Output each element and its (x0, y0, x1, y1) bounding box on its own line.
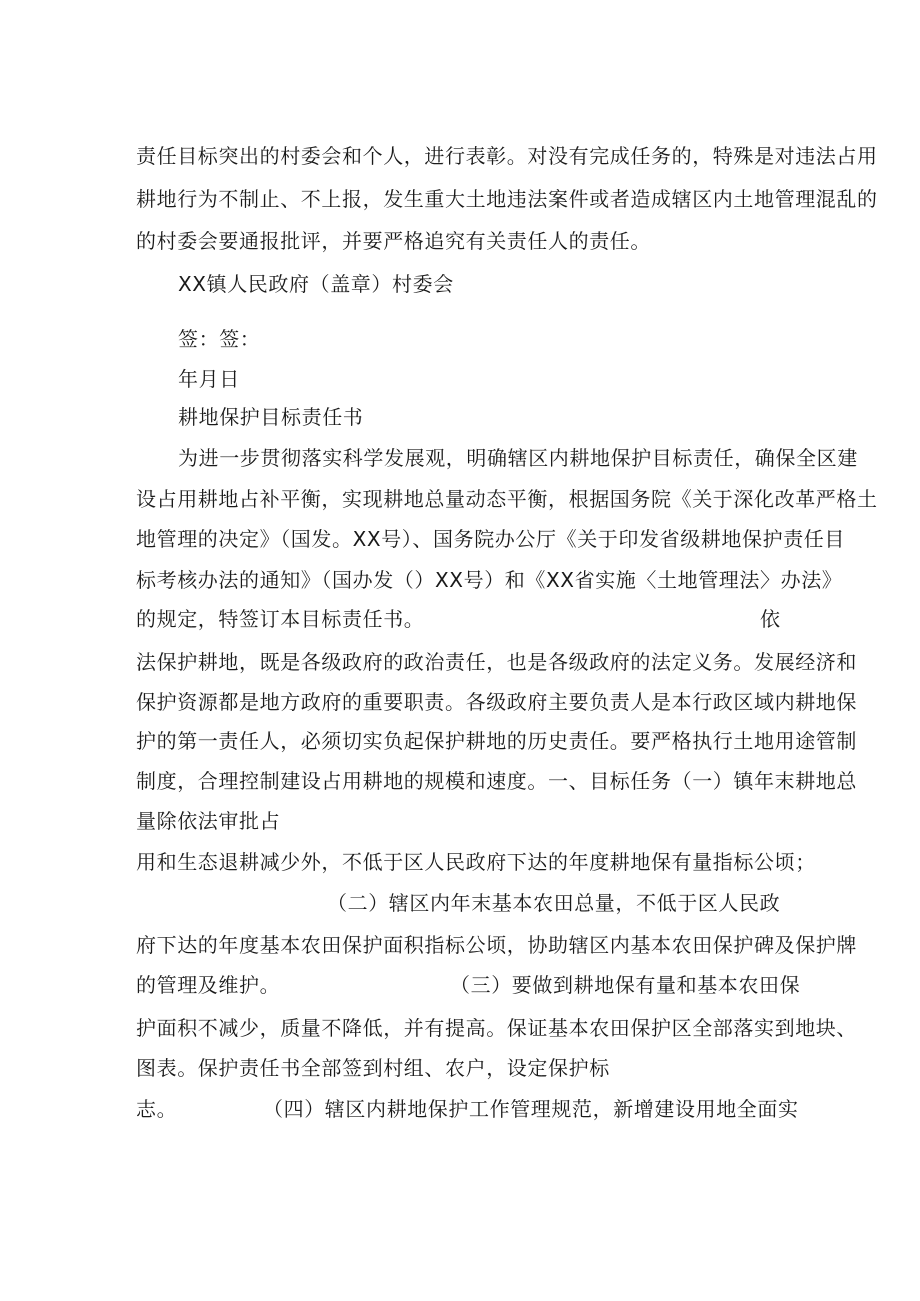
text-line: 法保护耕地，既是各级政府的政治责任，也是各级政府的法定义务。发展经济和 (136, 650, 857, 674)
text-line: 护的第一责任人，必须切实负起保护耕地的历史责任。要严格执行土地用途管制 (136, 729, 857, 753)
document-title: 耕地保护目标责任书 (178, 405, 364, 429)
text-line: 责任目标突出的村委会和个人，进行表彰。对没有完成任务的，特殊是对违法占用 (136, 144, 878, 168)
text-line: （四）辖区内耕地保护工作管理规范，新增建设用地全面实 (263, 1097, 799, 1121)
text-line: 的规定，特签订本目标责任书。 (136, 607, 425, 631)
text-line: 耕地行为不制止、不上报，发生重大土地违法案件或者造成辖区内土地管理混乱的 (136, 187, 878, 211)
text-line: 图表。保护责任书全部签到村组、农户，设定保护标 (136, 1056, 610, 1080)
text-line: 设占用耕地占补平衡，实现耕地总量动态平衡，根据国务院《关于深化改革严格土 (136, 487, 878, 511)
text-line: （二）辖区内年末基本农田总量，不低于区人民政 (327, 891, 781, 915)
text-line: 志。 (136, 1097, 178, 1121)
text-line: 制度，合理控制建设占用耕地的规模和速度。一、目标任务（一）镇年末耕地总 (136, 769, 857, 793)
text-line: 的管理及维护。 (136, 973, 281, 997)
text-line: 府下达的年度基本农田保护面积指标公顷，协助辖区内基本农田保护碑及保护牌 (136, 933, 857, 957)
text-line: 保护资源都是地方政府的重要职责。各级政府主要负责人是本行政区域内耕地保 (136, 690, 857, 714)
text-line: 标考核办法的通知》（国办发（）XX号）和《XX省实施〈土地管理法〉办法》 (136, 568, 843, 592)
text-line: 为进一步贯彻落实科学发展观，明确辖区内耕地保护目标责任，确保全区建 (178, 446, 858, 470)
text-line: 依 (760, 607, 781, 631)
text-line: 的村委会要通报批评，并要严格追究有关责任人的责任。 (136, 229, 651, 253)
date-line: 年月日 (178, 367, 240, 391)
text-line: 地管理的决定》（国发。XX号）、国务院办公厅《关于印发省级耕地保护责任目 (136, 527, 846, 551)
text-line: 护面积不减少，质量不降低，并有提高。保证基本农田保护区全部落实到地块、 (136, 1016, 857, 1040)
text-line: 用和生态退耕减少外，不低于区人民政府下达的年度耕地保有量指标公顷； (136, 850, 816, 874)
signature-line: 签：签： (178, 327, 261, 351)
text-line: 量除依法审批占 (136, 809, 281, 833)
text-line: （三）要做到耕地保有量和基本农田保 (450, 973, 801, 997)
signature-block-title: XX镇人民政府（盖章）村委会 (178, 272, 454, 296)
